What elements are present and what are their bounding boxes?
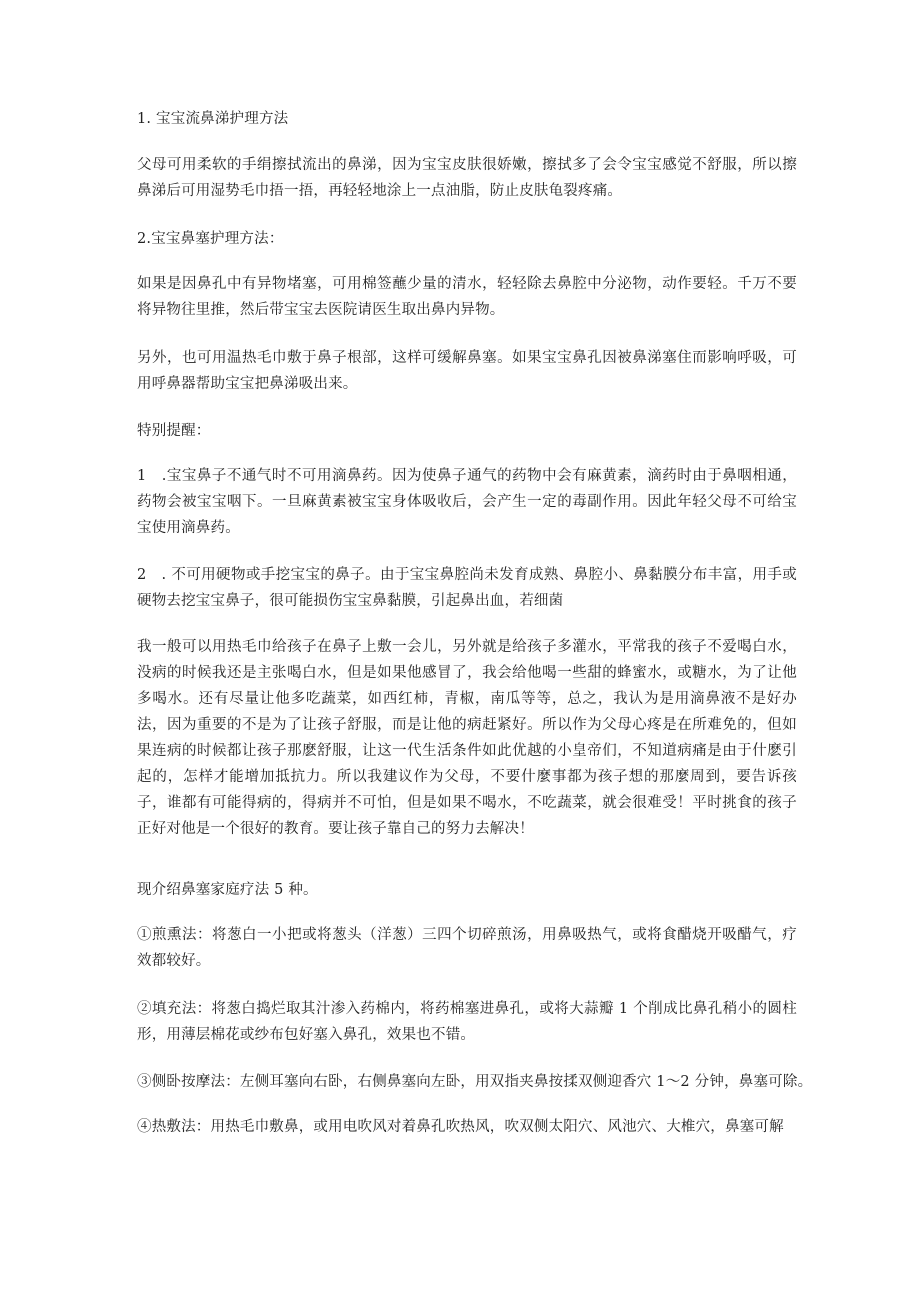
reminder-item-1: 1 .宝宝鼻子不通气时不可用滴鼻药。因为使鼻子通气的药物中会有麻黄素，滴药时由于鼻咽相通，药物会被宝宝咽下。一旦麻黄素被宝宝身体吸收后，会产生一定的毒副作用。因此年轻父母不可给宝宝使用滴鼻药。 [137,468,797,536]
paragraph-personal-experience: 我一般可以用热毛巾给孩子在鼻子上敷一会儿，另外就是给孩子多灌水，平常我的孩子不爱喝白水，没病的时候我还是主张喝白水，但是如果他感冒了，我会给他喝一些甜的蜂蜜水，或糖水，为了让他多喝水。还有尽量让他多吃蔬菜，如西红柿，青椒，南瓜等等，总之，我认为是用滴鼻液不是好办法，因为重要的不是为了让孩子舒服，而是让他的病赶紧好。所以作为父母心疼是在所难免的，但如果连病的时候都让孩子那麽舒服，让这一代生活条件如此优越的小皇帝们，不知道病痛是由于什麽引起的，怎样才能增加抵抗力。所以我建议作为父母，不要什麼事都为孩子想的那麼周到，要告诉孩子，谁都有可能得病的，得病并不可怕，但是如果不喝水，不吃蔬菜，就会很难受！平时挑食的孩子正好对他是一个很好的教育。要让孩子靠自己的努力去解决！ [137,639,797,837]
section-heading-runny-nose: 1. 宝宝流鼻涕护理方法 [137,111,289,127]
reminder-item-2: 2 . 不可用硬物或手挖宝宝的鼻子。由于宝宝鼻腔尚未发育成熟、鼻腔小、鼻黏膜分布丰富，用手或硬物去挖宝宝鼻子，很可能损伤宝宝鼻黏膜，引起鼻出血，若细菌 [137,567,797,609]
home-remedies-intro: 现介绍鼻塞家庭疗法 5 种。 [137,882,318,898]
paragraph-warm-towel: 另外，也可用温热毛巾敷于鼻子根部，这样可缓解鼻塞。如果宝宝鼻孔因被鼻涕塞住而影响呼吸，可用呼鼻器帮助宝宝把鼻涕吸出来。 [137,350,797,392]
remedy-side-lying-massage: ③侧卧按摩法：左侧耳塞向右卧，右侧鼻塞向左卧，用双指夹鼻按揉双侧迎香穴 1～2 分钟，鼻塞可除。 [137,1074,813,1090]
paragraph-foreign-object: 如果是因鼻孔中有异物堵塞，可用棉签蘸少量的清水，轻轻除去鼻腔中分泌物，动作要轻。千万不要将异物往里推，然后带宝宝去医院请医生取出鼻内异物。 [137,276,797,318]
remedy-fumigation: ①煎熏法：将葱白一小把或将葱头（洋葱）三四个切碎煎汤，用鼻吸热气，或将食醋烧开吸醋气，疗效都较好。 [137,927,797,969]
special-reminder-heading: 特别提醒： [137,423,211,439]
remedy-filling: ②填充法：将葱白捣烂取其汁渗入药棉内，将药棉塞进鼻孔，或将大蒜瓣 1 个削成比鼻孔稍小的圆柱形，用薄层棉花或纱布包好塞入鼻孔，效果也不错。 [137,1001,797,1043]
section-heading-nasal-congestion: 2.宝宝鼻塞护理方法： [137,231,284,247]
remedy-hot-compress: ④热敷法：用热毛巾敷鼻，或用电吹风对着鼻孔吹热风，吹双侧太阳穴、风池穴、大椎穴，鼻塞可解 [137,1119,784,1135]
paragraph-runny-nose-care: 父母可用柔软的手绢擦拭流出的鼻涕，因为宝宝皮肤很娇嫩，擦拭多了会令宝宝感觉不舒服，所以擦鼻涕后可用湿势毛巾捂一捂，再轻轻地涂上一点油脂，防止皮肤龟裂疼痛。 [137,157,797,199]
